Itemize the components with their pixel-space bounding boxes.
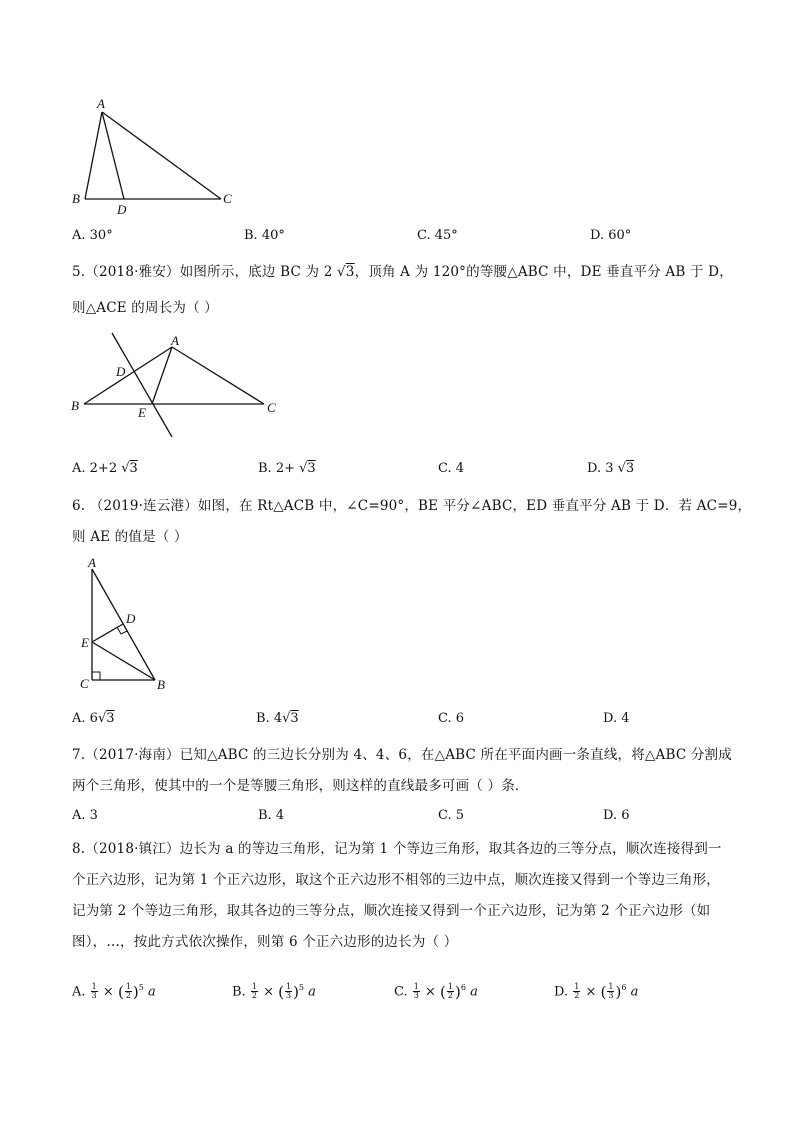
q4-option-d[interactable]: D. 60° xyxy=(590,228,632,243)
perpendicular-bisector-de xyxy=(112,333,172,437)
q6-option-a-text: A. 6 xyxy=(72,711,98,726)
q7-option-b[interactable]: B. 4 xyxy=(258,808,285,823)
label-b: B xyxy=(157,677,165,692)
q8-option-d-label: D. xyxy=(554,984,569,1000)
q6-option-b[interactable]: B. 4√3 xyxy=(256,711,299,726)
q5-option-a-text: A. 2+2 xyxy=(72,461,118,476)
segment-ae xyxy=(152,347,172,404)
q5-stem-pre: 5.（2018·雅安）如图所示，底边 BC 为 2 xyxy=(72,264,333,280)
variable-a: a xyxy=(630,984,639,1000)
q8-option-a-frac1: $\frac{1}{3}$ xyxy=(91,982,97,1001)
q8-stem-line3: 记为第 2 个等边三角形，取其各边的三等分点，顺次连接又得到一个正六边形，记为第 2 个正六边形（如 xyxy=(72,903,711,919)
q8-option-d-frac2: $\frac{1}{3}$ xyxy=(608,982,614,1001)
q6-option-a-sqrt: 3 xyxy=(106,711,115,726)
q5-stem-post: ，顶角 A 为 120°的等腰△ABC 中，DE 垂直平分 AB 于 D， xyxy=(354,264,733,280)
q7-stem-line2: 两个三角形，使其中的一个是等腰三角形，则这样的直线最多可画（ ）条． xyxy=(72,778,529,794)
q4-option-c[interactable]: C. 45° xyxy=(417,228,458,243)
variable-a: a xyxy=(148,984,156,1000)
q8-stem-line1: 8.（2018·镇江）边长为 a 的等边三角形，记为第 1 个等边三角形，取其各边的三等分点，顺次连接得到一 xyxy=(72,841,722,857)
segment-ac xyxy=(172,347,264,404)
segment-ac xyxy=(102,112,221,199)
label-a: A xyxy=(97,96,105,111)
segment-ab xyxy=(84,347,172,404)
q8-option-a-label: A. xyxy=(72,984,86,1000)
times-sign: × xyxy=(102,984,114,1000)
label-b: B xyxy=(71,398,79,413)
q6-option-a[interactable]: A. 6√3 xyxy=(72,711,115,726)
q6-stem-line2: 则 AE 的值是（ ） xyxy=(72,529,188,545)
q8-option-c-label: C. xyxy=(394,984,408,1000)
segment-ab xyxy=(92,569,155,680)
q7-option-a[interactable]: A. 3 xyxy=(72,808,98,823)
variable-a: a xyxy=(470,984,478,1000)
label-b: B xyxy=(72,191,80,206)
label-d: D xyxy=(126,611,136,626)
q5-option-a[interactable]: A. 2+2 √3 xyxy=(72,461,138,476)
q8-option-c[interactable]: C. $\frac{1}{3}$ × ( $\frac{1}{2}$ )$^6$ a xyxy=(394,982,478,1001)
q8-option-b-label: B. xyxy=(232,984,246,1000)
figure-q6-triangle xyxy=(72,555,182,695)
q5-option-b-text: B. 2+ xyxy=(258,461,295,476)
q6-option-b-sqrt: 3 xyxy=(290,711,299,726)
label-e: E xyxy=(81,635,89,650)
exponent: 5 xyxy=(298,983,305,992)
label-a: A xyxy=(171,333,179,348)
q5-sqrt: 3 xyxy=(345,264,355,280)
segment-eb xyxy=(92,642,155,680)
q5-option-c[interactable]: C. 4 xyxy=(438,461,465,476)
label-c: C xyxy=(223,191,232,206)
q6-option-c[interactable]: C. 6 xyxy=(438,711,465,726)
q8-option-a[interactable]: A. $\frac{1}{3}$ × ( $\frac{1}{2}$ )$^5$ a xyxy=(72,982,156,1001)
q8-option-b[interactable]: B. $\frac{1}{2}$ × ( $\frac{1}{3}$ )$^5$ a xyxy=(232,982,316,1001)
q7-option-c[interactable]: C. 5 xyxy=(438,808,465,823)
exponent: 5 xyxy=(138,983,144,992)
figure-q4-triangle xyxy=(64,92,244,217)
segment-ed xyxy=(92,624,123,642)
q5-stem-line2: 则△ACE 的周长为（ ） xyxy=(72,300,218,316)
label-d: D xyxy=(116,364,126,379)
times-sign: × xyxy=(263,984,274,1000)
q5-option-d-sqrt: 3 xyxy=(625,461,635,476)
figure-q5-triangle xyxy=(64,330,294,445)
label-e: E xyxy=(138,405,146,420)
q8-option-c-frac2: $\frac{1}{2}$ xyxy=(447,982,453,1001)
q5-option-b[interactable]: B. 2+ √3 xyxy=(258,461,316,476)
q8-option-b-frac1: $\frac{1}{2}$ xyxy=(251,982,257,1001)
times-sign: × xyxy=(425,984,436,1000)
q5-option-d-text: D. 3 xyxy=(587,461,614,476)
q8-stem-line2: 个正六边形，记为第 1 个正六边形，取这个正六边形不相邻的三边中点，顺次连接又得到一个等边三角形， xyxy=(72,872,720,888)
q8-stem-line4: 图），…，按此方式依次操作，则第 6 个正六边形的边长为（ ） xyxy=(72,934,458,950)
q5-stem-line1: 5.（2018·雅安）如图所示，底边 BC 为 2 √3，顶角 A 为 120°的等腰△ABC 中，DE 垂直平分 AB 于 D， xyxy=(72,264,733,280)
q8-option-d-frac1: $\frac{1}{2}$ xyxy=(574,982,580,1001)
q8-option-c-frac1: $\frac{1}{3}$ xyxy=(413,982,419,1001)
label-a: A xyxy=(88,555,96,570)
q8-option-b-frac2: $\frac{1}{3}$ xyxy=(285,982,292,1001)
times-sign: × xyxy=(585,984,597,1000)
label-c: C xyxy=(80,676,89,691)
q4-option-b[interactable]: B. 40° xyxy=(244,228,285,243)
q4-option-a[interactable]: A. 30° xyxy=(72,228,113,243)
q6-stem-line1: 6. （2019·连云港）如图，在 Rt△ACB 中，∠C=90°，BE 平分∠ABC，ED 垂直平分 AB 于 D．若 AC=9， xyxy=(72,498,752,514)
q8-option-a-frac2: $\frac{1}{2}$ xyxy=(125,982,131,1001)
q5-option-a-sqrt: 3 xyxy=(129,461,138,476)
right-angle-mark-c xyxy=(92,672,100,680)
q7-option-d[interactable]: D. 6 xyxy=(603,808,630,823)
q6-option-b-text: B. 4 xyxy=(256,711,283,726)
exponent: 6 xyxy=(460,983,466,992)
q8-option-d[interactable]: D. $\frac{1}{2}$ × ( $\frac{1}{3}$ )$^6$ a xyxy=(554,982,639,1001)
label-c: C xyxy=(267,400,276,415)
variable-a: a xyxy=(308,984,316,1000)
segment-ab xyxy=(85,112,102,199)
q5-option-b-sqrt: 3 xyxy=(307,461,316,476)
q6-option-d[interactable]: D. 4 xyxy=(603,711,630,726)
exponent: 6 xyxy=(621,983,627,992)
label-d: D xyxy=(117,202,127,217)
q7-stem-line1: 7.（2017·海南）已知△ABC 的三边长分别为 4、4、6，在△ABC 所在平面内画一条直线，将△ABC 分割成 xyxy=(72,747,732,763)
q5-option-d[interactable]: D. 3 √3 xyxy=(587,461,635,476)
